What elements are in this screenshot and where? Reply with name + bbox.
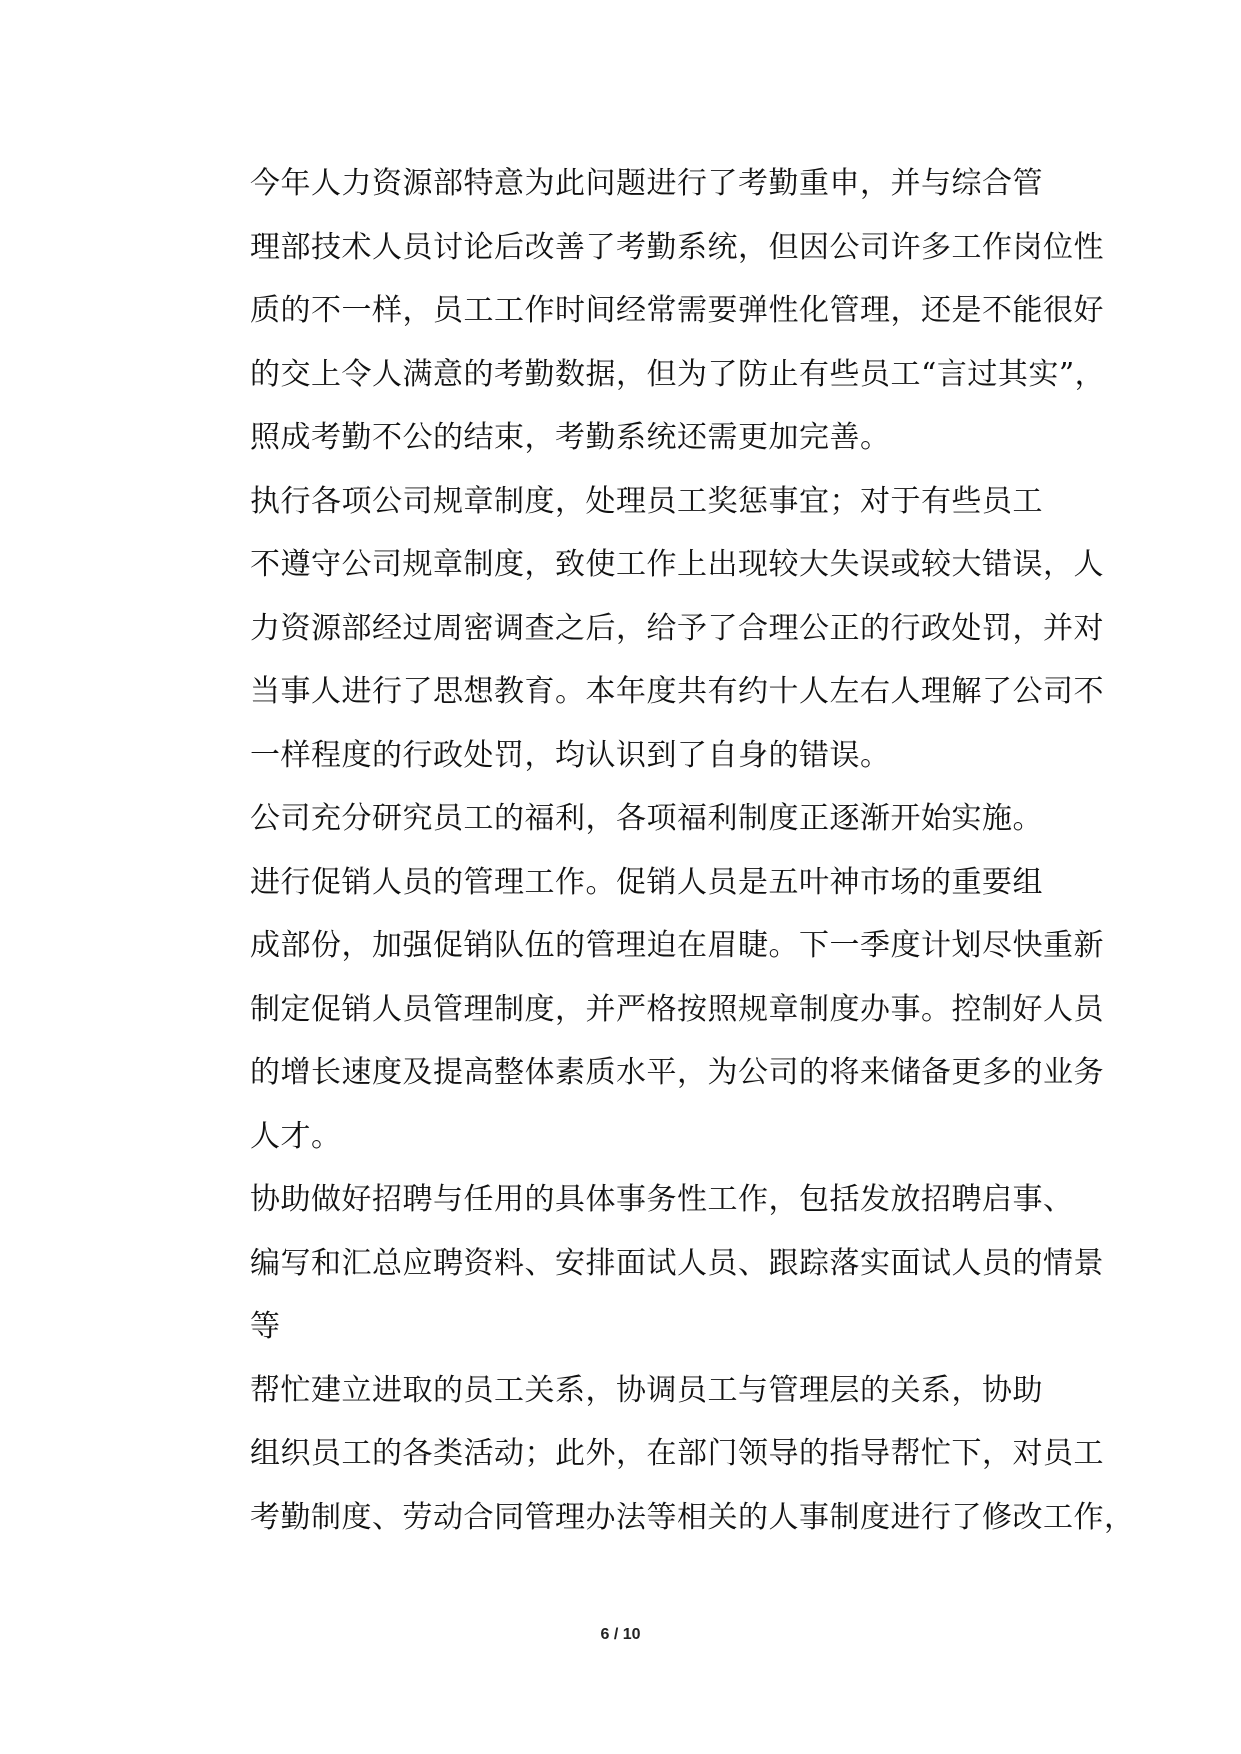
text-line: 等: [250, 1309, 281, 1344]
text-line: 照成考勤不公的结束，考勤系统还需更加完善。: [250, 420, 891, 455]
text-line: 成部份，加强促销队伍的管理迫在眉睫。下一季度计划尽快重新: [250, 928, 1104, 963]
text-line: 帮忙建立进取的员工关系，协调员工与管理层的关系，协助: [250, 1372, 1043, 1408]
paragraph-promotion-staff: [190, 851, 1104, 1169]
text-line: 组织员工的各类活动；此外，在部门领导的指导帮忙下，对员工: [250, 1436, 1104, 1471]
text-line: 当事人进行了思想教育。本年度共有约十人左右人理解了公司不: [250, 674, 1104, 709]
text-line: 力资源部经过周密调查之后，给予了合理公正的行政处罚，并对: [250, 610, 1104, 646]
text-line: 理部技术人员讨论后改善了考勤系统，但因公司许多工作岗位性: [250, 229, 1104, 265]
paragraph-recruitment: [190, 1168, 1104, 1359]
text-line: 执行各项公司规章制度，处理员工奖惩事宜；对于有些员工: [250, 483, 1043, 519]
text-line: 今年人力资源部特意为此问题进行了考勤重申，并与综合管: [250, 166, 1043, 201]
paragraph-welfare: [190, 787, 1070, 851]
text-line: 人才。: [250, 1118, 342, 1154]
text-line: 一样程度的行政处罚，均认识到了自身的错误。: [250, 737, 891, 773]
page-number: 6 / 10: [600, 1626, 641, 1643]
paragraph-employee-relations: [190, 1359, 1135, 1550]
text-line: 进行促销人员的管理工作。促销人员是五叶神市场的重要组: [250, 864, 1043, 900]
text-line: 协助做好招聘与任用的具体事务性工作，包括发放招聘启事、: [250, 1182, 1074, 1217]
text-line: 考勤制度、劳动合同管理办法等相关的人事制度进行了修改工作，: [250, 1499, 1135, 1535]
body-text: [190, 152, 1135, 1549]
text-line: 编写和汇总应聘资料、安排面试人员、跟踪落实面试人员的情景: [250, 1245, 1104, 1281]
paragraph-attendance: [190, 152, 1106, 470]
text-line: 公司充分研究员工的福利，各项福利制度正逐渐开始实施。: [250, 801, 1043, 836]
text-line: 的增长速度及提高整体素质水平，为公司的将来储备更多的业务: [250, 1055, 1104, 1090]
text-line: 制定促销人员管理制度，并严格按照规章制度办事。控制好人员: [250, 991, 1104, 1027]
text-line: 的交上令人满意的考勤数据，但为了防止有些员工“言过其实”，: [250, 356, 1106, 392]
paragraph-regulations: [190, 470, 1104, 788]
text-line: 不遵守公司规章制度，致使工作上出现较大失误或较大错误，人: [250, 547, 1104, 582]
text-line: 质的不一样，员工工作时间经常需要弹性化管理，还是不能很好: [250, 293, 1104, 328]
